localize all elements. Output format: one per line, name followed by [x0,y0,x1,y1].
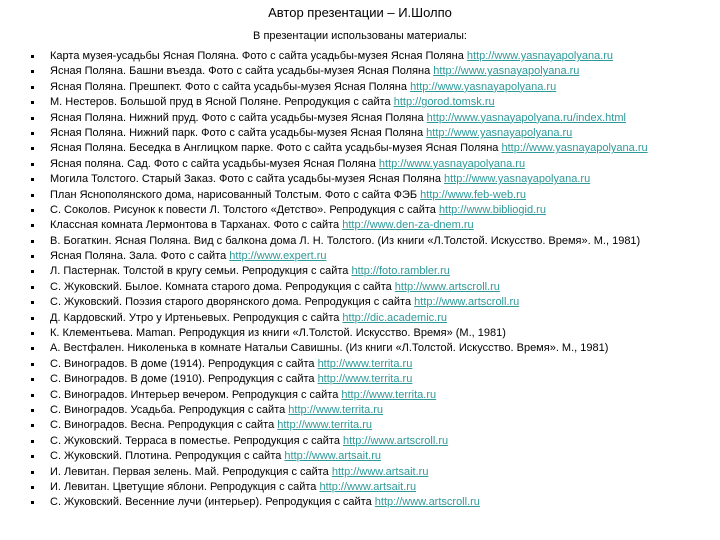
credit-link[interactable]: http://dic.academic.ru [342,311,447,324]
list-item [0,218,720,233]
credit-link[interactable]: http://www.yasnayapolyana.ru [410,80,557,93]
credit-link[interactable]: http://www.artscroll.ru [374,496,480,509]
credit-text: С. Жуковский. Весенние лучи (интерьер). Репродукция с сайта [50,496,375,509]
credit-link[interactable]: http://www.yasnayapolyana.ru [426,126,573,139]
credit-text: Ясная Поляна. Нижний парк. Фото с сайта усадьбы-музея Ясная Поляна [50,126,427,139]
bullet-icon [31,317,34,320]
list-item [0,465,720,480]
list-item [0,311,720,326]
list-item [0,157,720,172]
credit-link[interactable]: http://gorod.tomsk.ru [393,96,495,109]
credit-link[interactable]: http://www.territa.ru [277,419,373,432]
credit-link[interactable]: http://www.territa.ru [288,403,384,416]
credit-link[interactable]: http://www.artscroll.ru [394,280,500,293]
bullet-icon [31,286,34,289]
list-item [0,49,720,64]
bullet-icon [31,347,34,350]
bullet-icon [31,163,34,166]
list-item [0,341,720,356]
credit-link[interactable]: http://www.artscroll.ru [414,296,520,309]
list-item [0,495,720,510]
credit-text: Карта музея-усадьбы Ясная Поляна. Фото с сайта усадьбы-музея Ясная Поляна [50,50,467,62]
credit-link[interactable]: http://www.feb-web.ru [420,188,526,201]
credit-link[interactable]: http://www.territa.ru [317,357,413,370]
list-item [0,388,720,403]
list-item [0,480,720,495]
list-item [0,141,720,156]
credit-text: С. Жуковский. Плотина. Репродукция с сайта [50,450,285,463]
credit-text: С. Жуковский. Былое. Комната старого дома. Репродукция с сайта [50,280,395,293]
bullet-icon [31,409,34,412]
credit-text: Д. Кардовский. Утро у Иртеньевых. Репродукция с сайта [50,311,343,324]
list-item [0,95,720,110]
bullet-icon [31,363,34,366]
bullet-icon [31,55,34,58]
bullet-icon [31,301,34,304]
credit-text: С. Виноградов. Весна. Репродукция с сайта [50,419,278,432]
credit-text: С. Виноградов. Усадьба. Репродукция с сайта [50,403,289,416]
credit-link[interactable]: http://www.artscroll.ru [343,434,449,447]
credit-link[interactable]: http://www.yasnayapolyana.ru [444,173,591,186]
list-item [0,126,720,141]
list-item [0,80,720,95]
credit-text: С. Жуковский. Поэзия старого дворянского дома. Репродукция с сайта [50,296,415,309]
bullet-icon [31,270,34,273]
credit-link[interactable]: http://www.den-za-dnem.ru [342,219,474,232]
list-item [0,434,720,449]
credit-text: Могила Толстого. Старый Заказ. Фото с сайта усадьбы-музея Ясная Поляна [50,173,445,186]
credit-text: С. Жуковский. Терраса в поместье. Репродукция с сайта [50,434,343,447]
bullet-icon [31,332,34,335]
list-item [0,188,720,203]
bullet-icon [31,86,34,89]
credit-link[interactable]: http://foto.rambler.ru [351,265,450,278]
credit-text: Ясная Поляна. Нижний пруд. Фото с сайта усадьбы-музея Ясная Поляна [50,111,427,124]
bullet-icon [31,440,34,443]
credit-link[interactable]: http://www.yasnayapolyana.ru [433,65,580,78]
credit-text: С. Виноградов. В доме (1910). Репродукция с сайта [50,373,318,386]
list-item [0,372,720,387]
bullet-icon [31,486,34,489]
credit-link[interactable]: http://www.artsait.ru [331,465,429,478]
list-item [0,449,720,464]
credit-text: В. Богаткин. Ясная Поляна. Вид с балкона дома Л. Н. Толстого. (Из книги «Л.Толстой. Искусство. Время». М., 1981) [50,234,641,247]
list-item [0,280,720,295]
bullet-icon [31,70,34,73]
credit-text: А. Вестфален. Николенька в комнате Натальи Савишны. (Из книги «Л.Толстой. Искусство. Время». М., 1981) [50,342,609,355]
credit-link[interactable]: http://www.bibliogid.ru [438,203,546,216]
credit-text: К. Клементьева. Maman. Репродукция из книги «Л.Толстой. Искусство. Время» (М., 1981) [50,327,506,340]
list-item [0,234,720,249]
bullet-icon [31,132,34,135]
bullet-icon [31,394,34,397]
list-item [0,172,720,187]
credit-text: И. Левитан. Первая зелень. Май. Репродукция с сайта [50,465,332,478]
slide-title: Автор презентации – И.Шолпо [268,5,452,20]
list-item [0,357,720,372]
bullet-icon [31,209,34,212]
bullet-icon [31,455,34,458]
bullet-icon [31,424,34,427]
bullet-icon [31,378,34,381]
credit-text: С. Виноградов. В доме (1914). Репродукция с сайта [50,357,318,370]
credit-link[interactable]: http://www.yasnayapolyana.ru [378,157,526,170]
list-item [0,264,720,279]
credit-text: План Яснополянского дома, нарисованный Толстым. Фото с сайта ФЭБ [50,188,421,201]
credits-heading: В презентации использованы материалы: [253,30,467,42]
bullet-icon [31,240,34,243]
bullet-icon [31,471,34,474]
credit-text: Классная комната Лермонтова в Тарханах. Фото с сайта [50,219,343,232]
list-item [0,249,720,264]
credit-text: Л. Пастернак. Толстой в кругу семьи. Репродукция с сайта [50,265,352,278]
bullet-icon [31,194,34,197]
credit-text: Ясная Поляна. Башни въезда. Фото с сайта усадьбы-музея Ясная Поляна [50,65,434,78]
list-item [0,418,720,433]
list-item [0,111,720,126]
credit-text: С. Соколов. Рисунок к повести Л. Толстого «Детство». Репродукция с сайта [50,203,439,216]
list-item [0,326,720,341]
list-item [0,295,720,310]
bullet-icon [31,147,34,150]
credits-list [0,49,720,511]
bullet-icon [31,255,34,258]
bullet-icon [31,117,34,120]
credit-text: Ясная поляна. Сад. Фото с сайта усадьбы-музея Ясная Поляна [50,157,379,170]
credit-link[interactable]: http://www.yasnayapolyana.ru [466,50,614,62]
credit-link[interactable]: http://www.yasnayapolyana.ru/index.html [426,111,626,124]
credit-link[interactable]: http://www.territa.ru [341,388,437,401]
credit-text: Ясная Поляна. Зала. Фото с сайта [50,250,230,263]
credit-link[interactable]: http://www.territa.ru [317,373,413,386]
list-item [0,203,720,218]
credit-link[interactable]: http://www.yasnayapolyana.ru [501,142,648,155]
bullet-icon [31,224,34,227]
list-item [0,403,720,418]
bullet-icon [31,501,34,504]
credit-link[interactable]: http://www.expert.ru [229,250,327,263]
list-item [0,64,720,79]
credit-text: Ясная Поляна. Прешпект. Фото с сайта усадьбы-музея Ясная Поляна [50,80,411,93]
credit-text: М. Нестеров. Большой пруд в Ясной Поляне. Репродукция с сайта [50,96,394,109]
bullet-icon [31,101,34,104]
credit-text: С. Виноградов. Интерьер вечером. Репродукция с сайта [50,388,342,401]
credit-link[interactable]: http://www.artsait.ru [319,480,417,493]
credit-link[interactable]: http://www.artsait.ru [284,450,381,463]
credit-text: И. Левитан. Цветущие яблони. Репродукция с сайта [50,480,320,493]
credit-text: Ясная Поляна. Беседка в Англицком парке. Фото с сайта усадьбы-музея Ясная Поляна [50,142,502,155]
bullet-icon [31,178,34,181]
